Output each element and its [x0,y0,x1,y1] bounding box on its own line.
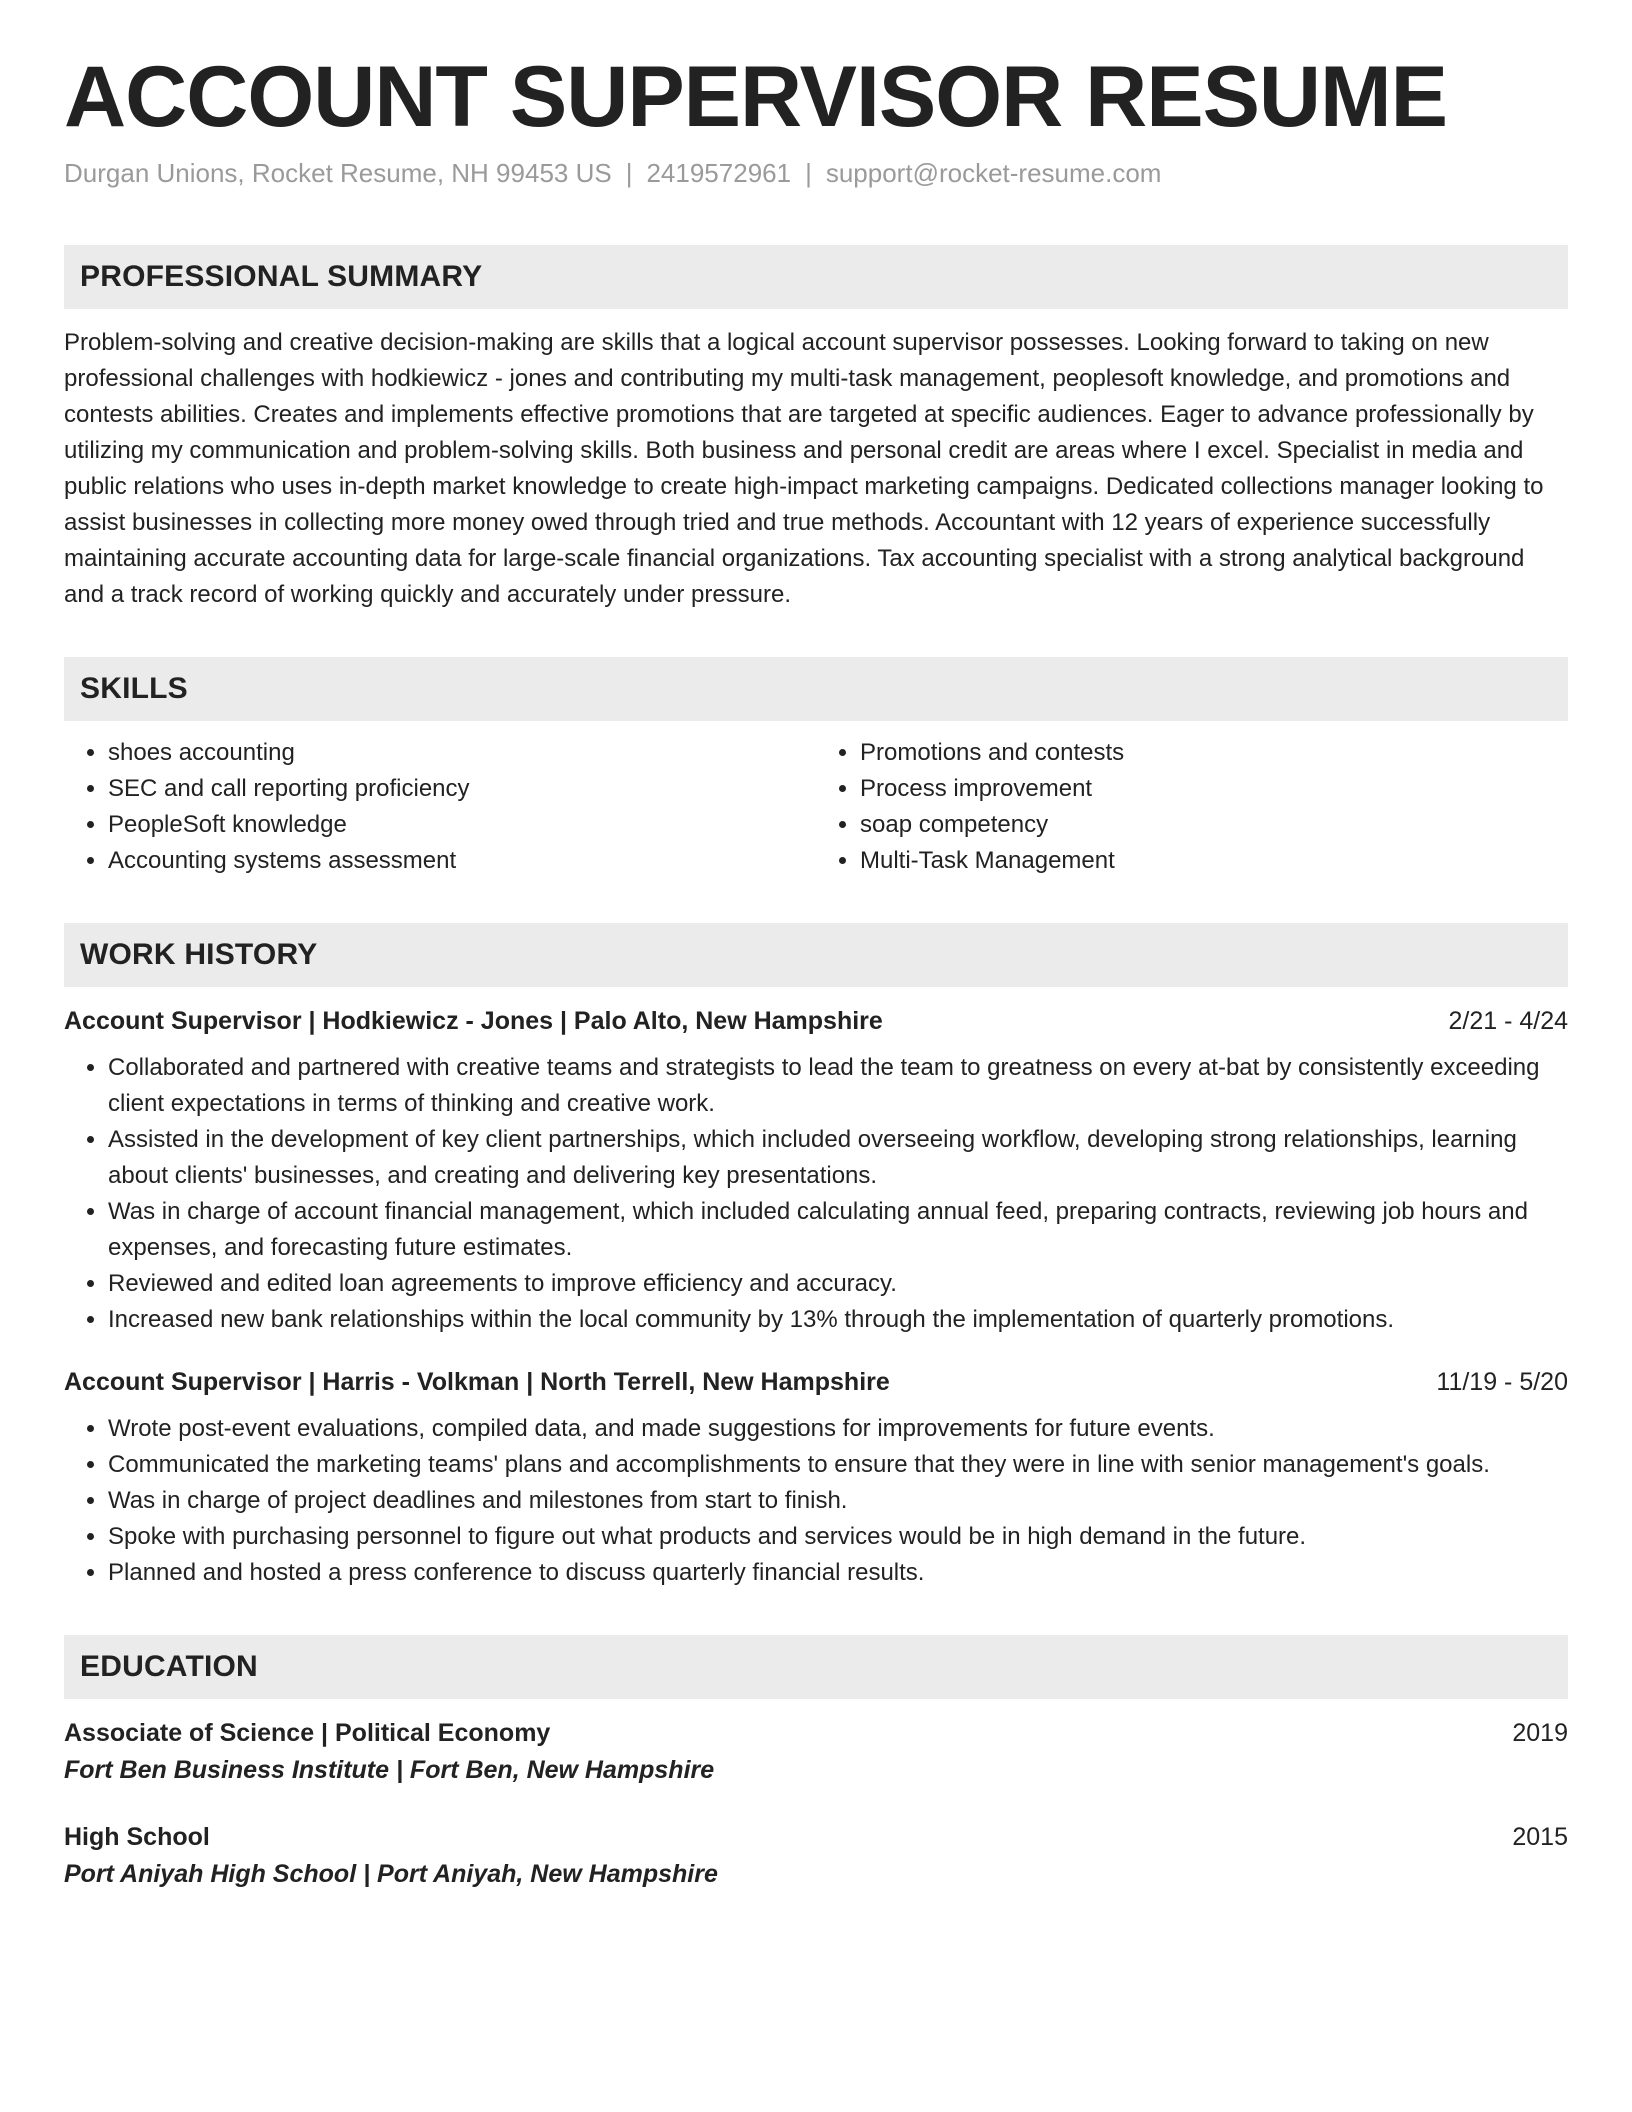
job-bullet: • Increased new bank relationships within the local community by 13% through the implementation of quarterly promotions. [108,1302,1568,1338]
summary-text: Problem-solving and creative decision-making are skills that a logical account supervisor possesses. Looking forward to taking on new professional challenges with hodkiewicz - jones and contributing my multi-task management, peoplesoft knowledge, and promotions and contests abilities. Creates and implements effective promotions that are targeted at specific audiences. Eager to advance professionally by utilizing my communication and problem-solving skills. Both business and personal credit are areas where I excel. Specialist in media and public relations who uses in-depth market knowledge to create high-impact marketing campaigns. Dedicated collections manager looking to assist businesses in collecting more money owed through tried and true methods. Accountant with 12 years of experience successfully maintaining accurate accounting data for large-scale financial organizations. Tax accounting specialist with a strong analytical background and a track record of working quickly and accurately under pressure. [64,329,1544,609]
education-header [64,1719,1568,1748]
job-bullet: • Was in charge of project deadlines and milestones from start to finish. [108,1483,1568,1519]
skills-column-right [816,735,1568,879]
education-entry [64,1823,1568,1889]
resume-title: ACCOUNT SUPERVISOR RESUME [64,49,1448,145]
job-bullet: • Collaborated and partnered with creative teams and strategists to lead the team to greatness on every at-bat by consistently exceeding client expectations in terms of thinking and creative work. [108,1050,1568,1122]
job-bullet: • Planned and hosted a press conference to discuss quarterly financial results. [108,1555,1568,1591]
job-bullet: • Was in charge of account financial management, which included calculating annual feed, preparing contracts, reviewing job hours and expenses, and forecasting future estimates. [108,1194,1568,1266]
contact-email: support@rocket-resume.com [825,158,1162,189]
contact-phone: 2419572961 [646,158,792,189]
job-bullet: • Spoke with purchasing personnel to figure out what products and services would be in high demand in the future. [108,1519,1568,1555]
job-header [64,1368,1568,1397]
job-dates: 2/21 - 4/24 [1448,1007,1568,1036]
job-bullet: • Assisted in the development of key client partnerships, which included overseeing workflow, developing strong relationships, learning about clients' businesses, and creating and delivering key presentations. [108,1122,1568,1194]
job-bullet: • Reviewed and edited loan agreements to improve efficiency and accuracy. [108,1266,1568,1302]
education-degree: Associate of Science | Political Economy [64,1719,551,1748]
skill-item: • Process improvement [860,771,1568,807]
skills-list [64,735,1568,879]
skills-section-header [64,657,1568,721]
job-entry [64,1368,1568,1591]
education-entry [64,1719,1568,1785]
skill-item: • PeopleSoft knowledge [108,807,816,843]
education-section-header [64,1635,1568,1699]
job-title: Account Supervisor | Harris - Volkman | North Terrell, New Hampshire [64,1368,890,1397]
contact-line [64,158,1568,189]
skill-item: • Promotions and contests [860,735,1568,771]
skill-item: • Multi-Task Management [860,843,1568,879]
work-heading: WORK HISTORY [80,938,318,972]
contact-separator: | [805,158,812,189]
job-header [64,1007,1568,1036]
education-header [64,1823,1568,1852]
education-year: 2015 [1512,1823,1568,1852]
job-title: Account Supervisor | Hodkiewicz - Jones | Palo Alto, New Hampshire [64,1007,883,1036]
education-list [64,1719,1568,1889]
job-bullets [64,1411,1568,1591]
summary-heading: PROFESSIONAL SUMMARY [80,260,483,294]
job-bullet: • Wrote post-event evaluations, compiled data, and made suggestions for improvements for future events. [108,1411,1568,1447]
education-heading: EDUCATION [80,1650,258,1684]
skill-item: • shoes accounting [108,735,816,771]
contact-separator: | [625,158,633,189]
summary-section-header [64,245,1568,309]
skill-item: • soap competency [860,807,1568,843]
job-bullets [64,1050,1568,1338]
job-dates: 11/19 - 5/20 [1436,1368,1568,1397]
work-section-header [64,923,1568,987]
education-degree: High School [64,1823,210,1852]
education-school: Fort Ben Business Institute | Fort Ben, New Hampshire [64,1756,715,1785]
education-school: Port Aniyah High School | Port Aniyah, New Hampshire [64,1860,718,1889]
skill-item: • Accounting systems assessment [108,843,816,879]
skills-column-left [64,735,816,879]
contact-address: Durgan Unions, Rocket Resume, NH 99453 US [64,158,612,189]
education-year: 2019 [1512,1719,1568,1748]
job-entry [64,1007,1568,1338]
job-bullet: • Communicated the marketing teams' plans and accomplishments to ensure that they were in line with senior management's goals. [108,1447,1568,1483]
skill-item: • SEC and call reporting proficiency [108,771,816,807]
skills-heading: SKILLS [80,672,188,706]
